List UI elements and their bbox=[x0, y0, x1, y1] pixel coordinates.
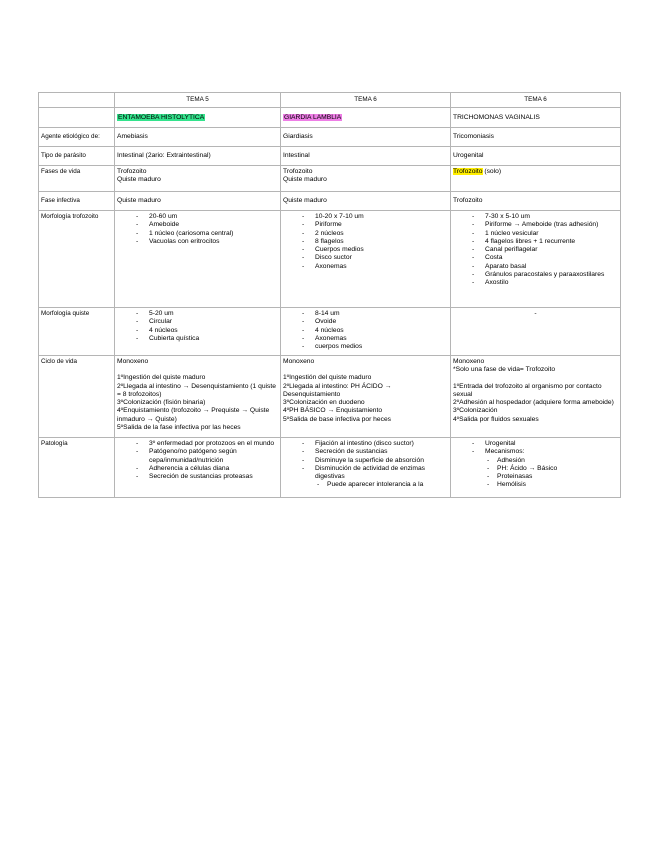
bullet-list bbox=[283, 310, 448, 351]
list-item: - Piriforme → Ameboide (tras adhesión) bbox=[453, 221, 618, 229]
list-item: - Axonemas bbox=[283, 335, 448, 343]
text-line: Quiste maduro bbox=[283, 176, 327, 184]
spacer bbox=[283, 366, 448, 374]
step-line: 3ºColonización (fisión binaria) bbox=[117, 399, 206, 407]
list-item: - Secreción de sustancias bbox=[283, 448, 448, 456]
step-line: 3ºColonización bbox=[453, 407, 498, 415]
list-item: - 4 flagelos libres + 1 recurrente bbox=[453, 238, 618, 246]
bullet-list bbox=[283, 213, 448, 271]
parasite-name-trichomonas: TRICHOMONAS VAGINALIS bbox=[453, 113, 540, 121]
list-item: - Ovoide bbox=[283, 318, 448, 326]
parasite-name-cell bbox=[451, 108, 621, 128]
list-item: - Urogenital bbox=[453, 440, 618, 448]
list-item: - Secreción de sustancias proteasas bbox=[117, 473, 278, 481]
cell-value bbox=[451, 356, 621, 438]
list-item: - Disminuye la superficie de absorción bbox=[283, 457, 448, 465]
row-agente bbox=[39, 128, 621, 147]
step-line: 3ºColonización en duodeno bbox=[283, 399, 365, 407]
step-line: 4ºSalida por fluidos sexuales bbox=[453, 415, 539, 423]
list-item: - Fijación al intestino (disco suctor) bbox=[283, 440, 448, 448]
step-line: 2ºAdhesión al hospedador (adquiere forma ameboide) bbox=[453, 399, 614, 407]
row-ciclo-de-vida bbox=[39, 356, 621, 438]
list-item: - cuerpos medios bbox=[283, 343, 448, 351]
cell-value bbox=[115, 211, 281, 308]
cell-value bbox=[115, 356, 281, 438]
bullet-list bbox=[117, 310, 278, 343]
step-line: 1ºIngestión del quiste maduro bbox=[283, 374, 372, 382]
step-list bbox=[453, 383, 618, 424]
spacer bbox=[453, 375, 618, 383]
cell-value bbox=[281, 438, 451, 498]
list-item: - 20-60 um bbox=[117, 213, 278, 221]
text-line: Monoxeno bbox=[117, 358, 149, 365]
list-item: - 7-30 x 5-10 um bbox=[453, 213, 618, 221]
step-line: 4ºEnquistamiento (trofozoito → Prequiste → Quiste inmaduro → Quiste) bbox=[117, 407, 270, 423]
list-item: - 8-14 um bbox=[283, 310, 448, 318]
bullet-list bbox=[283, 440, 448, 481]
list-item: - Gránulos paracostales y paraaxostilares bbox=[453, 271, 618, 279]
list-item: - Axonemas bbox=[283, 263, 448, 271]
row-label: Tipo de parásito bbox=[39, 147, 115, 166]
comparison-table bbox=[38, 92, 621, 498]
list-item: - 2 núcleos bbox=[283, 230, 448, 238]
row-morfologia-trofozoito bbox=[39, 211, 621, 308]
cell-value: Quiste maduro bbox=[281, 192, 451, 211]
text-line: Monoxeno bbox=[453, 358, 485, 365]
list-item: - Adherencia a células diana bbox=[117, 465, 278, 473]
step-list bbox=[283, 374, 448, 424]
list-item: - Patógeno/no patógeno según cepa/inmunidad/nutrición bbox=[117, 448, 278, 465]
cell-value bbox=[115, 166, 281, 192]
cell-value: Amebiasis bbox=[115, 128, 281, 147]
cell-value: Intestinal bbox=[281, 147, 451, 166]
list-item: - Cuerpos medios bbox=[283, 246, 448, 254]
parasite-name-giardia: GIARDIA LAMBLIA bbox=[284, 113, 342, 121]
step-line: 2ºLlegada al intestino → Desenquistamiento (1 quiste = 8 trofozoitos) bbox=[117, 382, 276, 398]
row-label: Morfología quiste bbox=[39, 308, 115, 356]
list-item: - Canal periflagelar bbox=[453, 246, 618, 254]
parasite-name-cell bbox=[115, 108, 281, 128]
header-tema-5: TEMA 5 bbox=[115, 93, 281, 108]
bullet-list bbox=[453, 213, 618, 288]
parasite-names-row bbox=[39, 108, 621, 128]
header-empty-cell bbox=[39, 93, 115, 108]
list-item: - 1 núcleo (cariosoma central) bbox=[117, 230, 278, 238]
list-item: - 3º enfermedad por protozoos en el mundo bbox=[117, 440, 278, 448]
list-item: - Adhesión bbox=[453, 457, 618, 465]
highlighted-text: Trofozoito bbox=[453, 168, 483, 175]
list-item: - Axostilo bbox=[453, 279, 618, 287]
cell-value bbox=[451, 438, 621, 498]
step-line: 5ºSalida de base infectiva por heces bbox=[283, 415, 392, 423]
step-line: 5ºSalida de la fase infectiva por las heces bbox=[117, 424, 241, 432]
list-item: - Puede aparecer intolerancia a la bbox=[283, 481, 448, 489]
list-item: - PH: Ácido → Básico bbox=[453, 465, 618, 473]
cell-value bbox=[281, 356, 451, 438]
bullet-sublist bbox=[453, 457, 618, 490]
list-item: - Disco suctor bbox=[283, 254, 448, 262]
step-line: 1ºEntrada del trofozoito al organismo por contacto sexual bbox=[453, 382, 602, 398]
text-line: (solo) bbox=[482, 168, 502, 175]
text-line: Trofozoito bbox=[117, 168, 147, 175]
cell-value bbox=[281, 308, 451, 356]
cell-value bbox=[451, 211, 621, 308]
bullet-list bbox=[117, 213, 278, 246]
list-item: - 4 núcleos bbox=[283, 327, 448, 335]
cell-value: Giardiasis bbox=[281, 128, 451, 147]
cell-value: Quiste maduro bbox=[115, 192, 281, 211]
row-label: Fase infectiva bbox=[39, 192, 115, 211]
list-item: - Costa bbox=[453, 254, 618, 262]
header-row bbox=[39, 93, 621, 108]
list-item: - 8 flagelos bbox=[283, 238, 448, 246]
row-label: Agente etiológico de: bbox=[39, 128, 115, 147]
parasite-name-cell bbox=[281, 108, 451, 128]
list-item: - Mecanismos: bbox=[453, 448, 618, 456]
step-line: 1ºIngestión del quiste maduro bbox=[117, 374, 206, 382]
text-line: Trofozoito bbox=[283, 168, 313, 175]
header-tema-6-giardia: TEMA 6 bbox=[281, 93, 451, 108]
row-fases bbox=[39, 166, 621, 192]
list-item: - Circular bbox=[117, 318, 278, 326]
step-line: 2ºLlegada al intestino: PH ÁCIDO → Desenquistamiento bbox=[283, 382, 392, 398]
row-patologia bbox=[39, 438, 621, 498]
list-item: - Vacuolas con eritrocitos bbox=[117, 238, 278, 246]
list-item: - 5-20 um bbox=[117, 310, 278, 318]
cell-value bbox=[281, 166, 451, 192]
bullet-sublist bbox=[283, 481, 448, 489]
parasite-name-entamoeba: ENTAMOEBA HISTOLYTICA bbox=[118, 113, 205, 121]
row-morfologia-quiste bbox=[39, 308, 621, 356]
list-item: - 10-20 x 7-10 um bbox=[283, 213, 448, 221]
list-item: - 1 núcleo vesicular bbox=[453, 230, 618, 238]
list-item: - Disminución de actividad de enzimas digestivas bbox=[283, 465, 448, 482]
list-item: - Ameboide bbox=[117, 221, 278, 229]
bullet-list bbox=[117, 440, 278, 481]
cell-value: - bbox=[451, 308, 621, 356]
list-item: - Hemólisis bbox=[453, 481, 618, 489]
text-line: *Solo una fase de vida= Trofozoito bbox=[453, 366, 556, 374]
step-list bbox=[117, 374, 278, 432]
cell-value: Urogenital bbox=[451, 147, 621, 166]
step-line: 4ºPH BÁSICO → Enquistamiento bbox=[283, 407, 383, 415]
cell-value bbox=[115, 438, 281, 498]
cell-value: Tricomoniasis bbox=[451, 128, 621, 147]
text-line: Quiste maduro bbox=[117, 176, 161, 184]
row-label: Fases de vida bbox=[39, 166, 115, 192]
row-label: Morfología trofozoito bbox=[39, 211, 115, 308]
bullet-list bbox=[453, 440, 618, 457]
cell-value: Trofozoito bbox=[451, 192, 621, 211]
list-item: - Piriforme bbox=[283, 221, 448, 229]
list-item: - Cubierta quística bbox=[117, 335, 278, 343]
list-item: - Aparato basal bbox=[453, 263, 618, 271]
list-item: - Proteinasas bbox=[453, 473, 618, 481]
names-label-cell bbox=[39, 108, 115, 128]
row-label: Ciclo de vida bbox=[39, 356, 115, 438]
row-fase-infectiva bbox=[39, 192, 621, 211]
row-label: Patología bbox=[39, 438, 115, 498]
header-tema-6-trichomonas: TEMA 6 bbox=[451, 93, 621, 108]
cell-value bbox=[451, 166, 621, 192]
text-line: Monoxeno bbox=[283, 358, 315, 365]
cell-value: Intestinal (2ario: Extraintestinal) bbox=[115, 147, 281, 166]
list-item: - 4 núcleos bbox=[117, 327, 278, 335]
spacer bbox=[117, 366, 278, 374]
row-tipo bbox=[39, 147, 621, 166]
cell-value bbox=[115, 308, 281, 356]
cell-value bbox=[281, 211, 451, 308]
